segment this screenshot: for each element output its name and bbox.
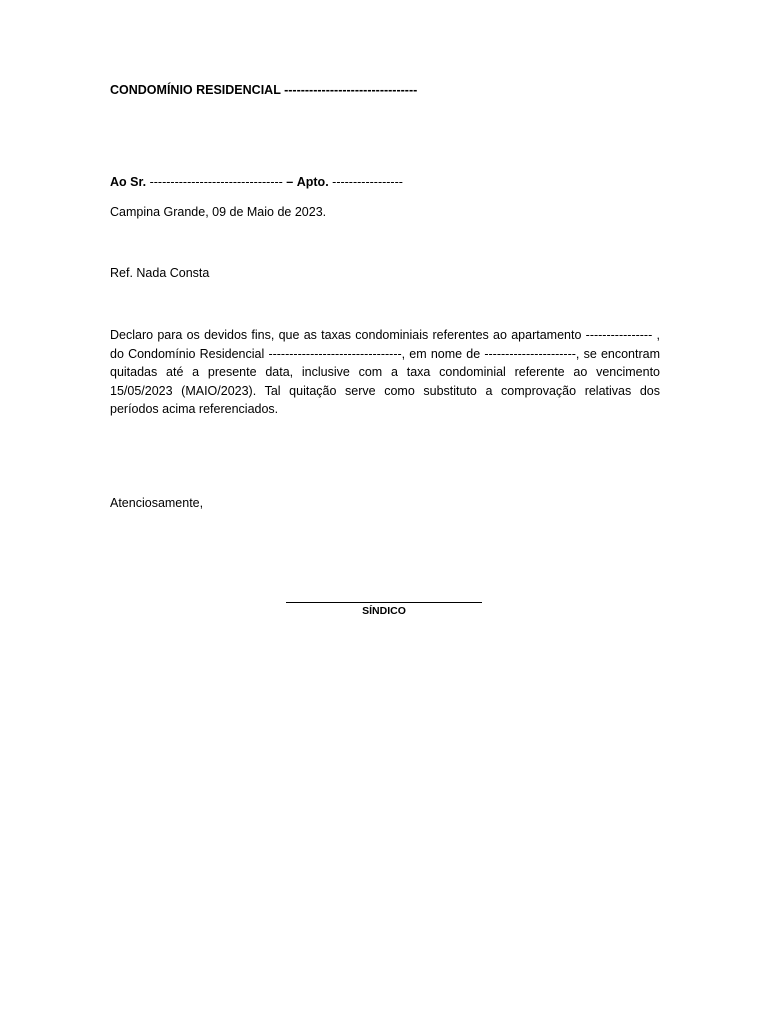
condominium-header: CONDOMÍNIO RESIDENCIAL -------------------------------- — [110, 83, 418, 97]
declaration-paragraph: Declaro para os devidos fins, que as taxas condominiais referentes ao apartamento ---------------- , do Condomínio Residencial --------------------------------, em nome de ----------------------, se encontram quitadas até a presente data, inclusive com a taxa condominial referente ao vencimento 15/05/2023 (MAIO/2023). Tal quitação serve como substituto a comprovação relativas dos períodos acima referenciados. — [110, 328, 660, 417]
addressee-separator: – — [286, 175, 294, 189]
apartment-label: Apto. — [296, 175, 329, 189]
date-line: Campina Grande, 09 de Maio de 2023. — [110, 205, 327, 219]
reference-line: Ref. Nada Consta — [110, 266, 210, 280]
signature-block — [286, 594, 482, 618]
apartment-blank: ----------------- — [332, 175, 403, 189]
addressee-line — [110, 173, 403, 191]
addressee-name-blank: -------------------------------- — [149, 175, 283, 189]
salutation: Ao Sr. — [110, 175, 147, 189]
signature-line — [286, 602, 482, 603]
closing-line: Atenciosamente, — [110, 496, 204, 510]
signature-label: SÍNDICO — [362, 605, 406, 617]
